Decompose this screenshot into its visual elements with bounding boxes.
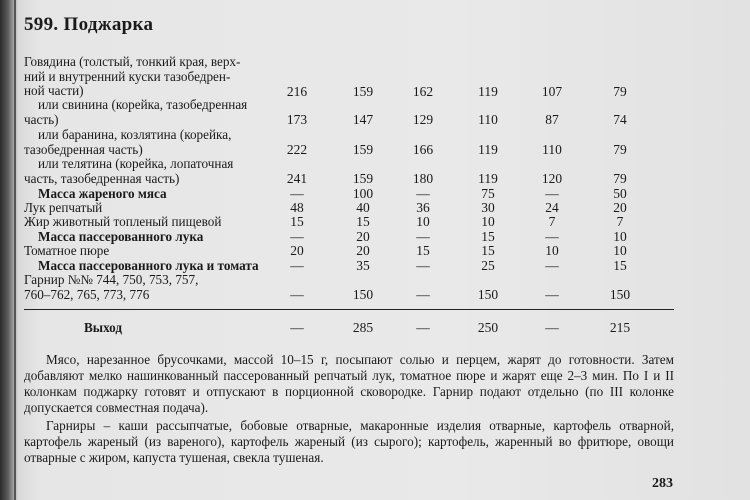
quantity-cell: 36 <box>416 200 430 215</box>
quantity-cell: 10 <box>416 214 430 229</box>
ingredient-label: Масса пассерованного лука <box>38 229 204 244</box>
quantity-cell: 75 <box>481 186 495 201</box>
garnish-paragraph: Гарниры – каши рассыпчатые, бобовые отварные, макаронные изделия отварные, картофель отварной, картофель жареный (из вареного), картофель жареный (из сырого); картофель, жаренный во фритюре, овощи отварные с жиром, капуста тушеная, свекла тушеная. <box>24 418 674 465</box>
quantity-cell: 119 <box>478 171 498 186</box>
output-label: Выход <box>84 320 123 335</box>
ingredient-label: 760–762, 765, 773, 776 <box>24 286 150 302</box>
quantity-cell: — <box>545 287 559 302</box>
ingredient-label: часть) <box>24 111 59 127</box>
quantity-cell: 159 <box>352 142 374 157</box>
quantity-cell: 119 <box>478 142 498 157</box>
output-cell: 285 <box>352 320 374 335</box>
quantity-cell: 79 <box>613 84 627 99</box>
quantity-cell: 241 <box>286 171 308 186</box>
quantity-cell: 30 <box>481 200 495 215</box>
ingredient-label: ной части) <box>24 83 84 98</box>
quantity-cell: 162 <box>412 84 434 99</box>
quantity-cell: 15 <box>481 229 495 244</box>
quantity-cell: 15 <box>290 214 304 229</box>
quantity-cell: 15 <box>613 258 627 273</box>
quantity-cell: 35 <box>356 258 370 273</box>
quantity-cell: 10 <box>545 243 559 258</box>
quantity-cell: — <box>416 229 430 244</box>
quantity-cell: — <box>416 287 430 302</box>
quantity-cell: 110 <box>478 112 498 127</box>
ingredient-label: Жир животный топленый пищевой <box>24 214 222 229</box>
quantity-cell: 20 <box>356 229 370 244</box>
ingredient-label: тазобедренная часть) <box>24 141 143 157</box>
ingredient-label: Говядина (толстый, тонкий края, верх- <box>24 54 241 69</box>
recipe-title: 599. Поджарка <box>24 14 154 35</box>
quantity-cell: 87 <box>545 112 559 127</box>
output-cell: — <box>545 320 559 335</box>
quantity-cell: 147 <box>352 112 374 127</box>
quantity-cell: — <box>290 229 304 244</box>
quantity-cell: 222 <box>286 142 308 157</box>
quantity-cell: 120 <box>541 171 563 186</box>
output-cell: — <box>290 320 304 335</box>
quantity-cell: — <box>290 287 304 302</box>
quantity-cell: 159 <box>352 171 374 186</box>
quantity-cell: 10 <box>613 243 627 258</box>
ingredient-label: или баранина, козлятина (корейка, <box>38 127 232 142</box>
output-cell: 215 <box>609 320 631 335</box>
page-number: 283 <box>652 476 673 491</box>
ingredient-label: Масса пассерованного лука и томата <box>38 258 259 273</box>
quantity-cell: — <box>416 186 430 201</box>
quantity-cell: 74 <box>613 112 627 127</box>
quantity-cell: — <box>545 186 559 201</box>
quantity-cell: 20 <box>356 243 370 258</box>
quantity-cell: 173 <box>286 112 308 127</box>
quantity-cell: — <box>290 186 304 201</box>
quantity-cell: 10 <box>481 214 495 229</box>
quantity-cell: 180 <box>412 171 434 186</box>
quantity-cell: 15 <box>416 243 430 258</box>
output-cell: — <box>416 320 430 335</box>
ingredient-label: Гарнир №№ 744, 750, 753, 757, <box>24 272 199 287</box>
ingredient-label: Томатное пюре <box>24 243 110 258</box>
quantity-cell: 10 <box>613 229 627 244</box>
quantity-cell: 50 <box>613 186 627 201</box>
quantity-cell: 150 <box>609 287 631 302</box>
table-rule <box>24 309 674 310</box>
quantity-cell: 150 <box>352 287 374 302</box>
ingredient-label: Лук репчатый <box>24 200 103 215</box>
ingredient-label: или телятина (корейка, лопаточная <box>38 156 234 171</box>
quantity-cell: 150 <box>477 287 499 302</box>
quantity-cell: — <box>290 258 304 273</box>
instructions-paragraph: Мясо, нарезанное брусочками, массой 10–15 г, посыпают солью и перцем, жарят до готовности. Затем добавляют мелко нашинкованный пассерованный репчатый лук, томатное пюре и жарят еще 2–3 мин. По I и II колонкам поджарку готовят и отпускают в порционной сковородке. Гарнир подают отдельно (по III колонке допускается совместная подача). <box>24 352 674 415</box>
quantity-cell: 24 <box>545 200 559 215</box>
quantity-cell: 15 <box>356 214 370 229</box>
quantity-cell: 129 <box>412 112 434 127</box>
ingredient-label: ний и внутренний куски тазобедрен- <box>24 68 231 84</box>
book-binding-edge <box>14 0 16 500</box>
ingredient-label: часть, тазобедренная часть) <box>24 170 180 186</box>
quantity-cell: 40 <box>356 200 370 215</box>
quantity-cell: 119 <box>478 84 498 99</box>
quantity-cell: 110 <box>542 142 562 157</box>
quantity-cell: — <box>545 229 559 244</box>
quantity-cell: 25 <box>481 258 495 273</box>
output-cell: 250 <box>477 320 499 335</box>
quantity-cell: 100 <box>352 186 374 201</box>
quantity-cell: 107 <box>541 84 563 99</box>
quantity-cell: 166 <box>412 142 434 157</box>
quantity-cell: 79 <box>613 142 627 157</box>
quantity-cell: 7 <box>616 214 624 229</box>
quantity-cell: 15 <box>481 243 495 258</box>
quantity-cell: 216 <box>286 84 308 99</box>
quantity-cell: 159 <box>352 84 374 99</box>
quantity-cell: 7 <box>548 214 556 229</box>
ingredient-label: Масса жареного мяса <box>38 186 167 201</box>
quantity-cell: — <box>545 258 559 273</box>
quantity-cell: 48 <box>290 200 304 215</box>
quantity-cell: 79 <box>613 171 627 186</box>
quantity-cell: 20 <box>613 200 627 215</box>
quantity-cell: — <box>416 258 430 273</box>
quantity-cell: 20 <box>290 243 304 258</box>
ingredient-label: или свинина (корейка, тазобедренная <box>38 97 248 112</box>
